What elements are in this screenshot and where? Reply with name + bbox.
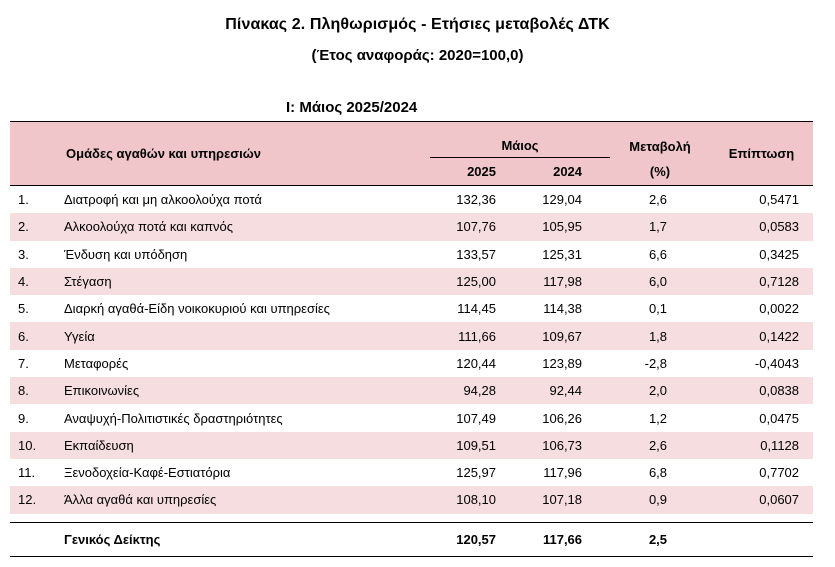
row-value-2024: 114,38 — [543, 301, 583, 317]
row-label: Διαρκή αγαθά-Είδη νοικοκυριού και υπηρεσίες — [64, 301, 330, 317]
row-value-2025: 107,76 — [430, 213, 525, 240]
total-value-2024: 117,66 — [525, 522, 610, 556]
reference-year-subtitle: (Έτος αναφοράς: 2020=100,0) — [311, 47, 524, 64]
row-value-2024: 109,67 — [525, 322, 610, 349]
row-number: 9. — [18, 410, 29, 426]
row-number: 11. — [18, 465, 36, 481]
row-value-2025: 120,44 — [456, 355, 496, 371]
row-label: Ένδυση και υπόδηση — [64, 246, 188, 262]
row-value-2024: 129,04 — [542, 192, 583, 208]
row-value-2024: 92,44 — [525, 377, 610, 404]
table-row — [10, 350, 813, 377]
table-row — [10, 213, 813, 240]
row-change: 2,6 — [648, 192, 668, 208]
row-label: Άλλα αγαθά και υπηρεσίες — [60, 486, 430, 513]
total-change: 2,5 — [610, 522, 710, 556]
row-number: 6. — [10, 322, 60, 349]
row-value-2025: 108,10 — [430, 486, 525, 513]
row-label: Διατροφή και μη αλκοολούχα ποτά — [64, 192, 262, 208]
total-value-2025: 120,57 — [430, 522, 525, 556]
header-weight: Επίπτωση — [710, 122, 813, 186]
row-value-2025: 125,00 — [430, 268, 525, 295]
row-value-2025: 107,49 — [456, 410, 496, 426]
row-change: 6,8 — [648, 465, 668, 481]
row-value-2024: 125,31 — [542, 246, 583, 262]
row-value-2025: 125,97 — [456, 465, 496, 481]
row-label: Μεταφορές — [64, 355, 129, 371]
total-label: Γενικός Δείκτης — [60, 522, 430, 556]
row-weight: 0,7128 — [710, 268, 813, 295]
header-year-2025: 2025 — [430, 158, 525, 186]
row-number: 5. — [18, 301, 29, 317]
row-label: Ξενοδοχεία-Καφέ-Εστιατόρια — [64, 465, 231, 481]
row-label: Στέγαση — [60, 268, 430, 295]
row-label: Υγεία — [60, 322, 430, 349]
row-change: 0,9 — [610, 486, 710, 513]
row-label: Αναψυχή-Πολιτιστικές δραστηριότητες — [64, 410, 283, 426]
header-row-top — [10, 122, 813, 158]
table-row — [10, 322, 813, 349]
row-weight: 0,0583 — [710, 213, 813, 240]
row-number: 2. — [10, 213, 60, 240]
table-row — [10, 432, 813, 459]
spacer-row — [10, 514, 813, 523]
table-row — [10, 186, 813, 214]
table-row — [10, 459, 813, 486]
row-value-2024: 123,89 — [542, 355, 583, 371]
row-change: 1,2 — [648, 410, 668, 426]
row-change: 1,8 — [610, 322, 710, 349]
row-value-2025: 109,51 — [430, 432, 525, 459]
row-number: 10. — [10, 432, 60, 459]
row-value-2024: 117,96 — [543, 465, 583, 481]
row-value-2024: 105,95 — [525, 213, 610, 240]
row-number: 12. — [10, 486, 60, 513]
row-change: -2,8 — [644, 355, 668, 371]
header-group: Ομάδες αγαθών και υπηρεσιών — [10, 122, 430, 186]
row-weight: 0,0607 — [710, 486, 813, 513]
row-weight: 0,1128 — [710, 432, 813, 459]
row-weight: 0,0475 — [759, 410, 800, 426]
table-row — [10, 295, 813, 322]
row-weight: 0,0838 — [710, 377, 813, 404]
table-row — [10, 404, 813, 431]
header-change-unit: (%) — [610, 158, 710, 186]
row-number: 7. — [18, 355, 29, 371]
row-weight: -0,4043 — [754, 355, 800, 371]
header-change: Μεταβολή — [610, 122, 710, 158]
row-value-2025: 111,66 — [430, 322, 525, 349]
row-value-2025: 133,57 — [456, 246, 496, 262]
cpi-table — [10, 121, 813, 557]
row-change: 1,7 — [610, 213, 710, 240]
row-change: 6,6 — [648, 246, 668, 262]
total-row — [10, 522, 813, 556]
row-weight: 0,5471 — [759, 192, 800, 208]
row-value-2025: 94,28 — [430, 377, 525, 404]
row-weight: 0,3425 — [759, 246, 800, 262]
row-number: 1. — [18, 192, 29, 208]
row-change: 2,0 — [610, 377, 710, 404]
row-change: 2,6 — [610, 432, 710, 459]
row-number: 4. — [10, 268, 60, 295]
table-title: Πίνακας 2. Πληθωρισμός - Ετήσιες μεταβολές ΔΤΚ — [225, 16, 610, 33]
row-value-2025: 114,45 — [457, 301, 496, 317]
row-label: Εκπαίδευση — [60, 432, 430, 459]
row-change: 6,0 — [610, 268, 710, 295]
header-year-2024: 2024 — [525, 158, 610, 186]
section-heading: I: Μάιος 2025/2024 — [286, 99, 418, 116]
row-weight: 0,7702 — [759, 465, 800, 481]
table-row — [10, 486, 813, 513]
row-value-2024: 107,18 — [525, 486, 610, 513]
table-row — [10, 377, 813, 404]
header-month: Μάιος — [430, 122, 610, 158]
row-value-2025: 132,36 — [456, 192, 496, 208]
row-value-2024: 117,98 — [525, 268, 610, 295]
row-weight: 0,1422 — [710, 322, 813, 349]
row-change: 0,1 — [648, 301, 668, 317]
row-value-2024: 106,73 — [525, 432, 610, 459]
table-row — [10, 268, 813, 295]
row-value-2024: 106,26 — [542, 410, 583, 426]
row-label: Επικοινωνίες — [60, 377, 430, 404]
table-row — [10, 241, 813, 268]
row-number: 8. — [10, 377, 60, 404]
row-weight: 0,0022 — [759, 301, 800, 317]
row-label: Αλκοολούχα ποτά και καπνός — [60, 213, 430, 240]
row-number: 3. — [18, 246, 29, 262]
